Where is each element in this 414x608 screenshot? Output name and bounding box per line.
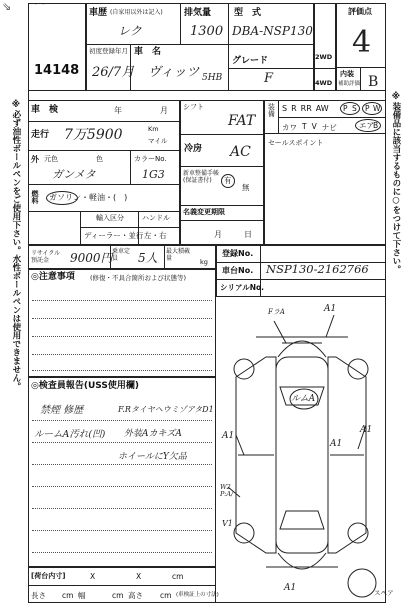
seats-label: 乗車定員 [112, 248, 131, 262]
drive-4wd: 4WD [315, 79, 333, 87]
report-title: ◎検査員報告(USS使用欄) [31, 381, 139, 391]
notes-box [28, 269, 216, 377]
equip-leather: カワ [282, 123, 297, 132]
serial-label: シリアルNo. [220, 283, 264, 292]
interior-value: B [368, 74, 379, 90]
dims-cm-1: cm [172, 572, 184, 581]
displacement-label: 排気量 [184, 8, 212, 18]
shift-label: シフト [183, 103, 204, 111]
displacement-value: 1300 [190, 24, 224, 39]
diagram-mark-front-right: A1 [324, 304, 337, 314]
load-unit: kg [200, 258, 208, 266]
score-label: 評価点 [348, 7, 372, 16]
fuel-options: ガソリン・軽油・( ) [49, 193, 128, 202]
inspection-month-label: 月 [160, 106, 168, 115]
report-line-2b: 外装AカキズA [124, 429, 182, 439]
diagram-mark-rear: A1 [284, 583, 297, 593]
first-registration-value: 26/7月 [92, 65, 135, 80]
color-value: ガンメタ [52, 168, 96, 181]
equip-r: R [291, 104, 297, 113]
interior-sub-label: 補助評価 [338, 81, 361, 87]
equip-aw: AW [315, 104, 329, 113]
equip-air: エア [359, 121, 374, 130]
diagram-mark-front: FラA [268, 308, 285, 316]
diagram-mark-right: A1 [360, 425, 373, 435]
diagram-mark-left-sill: V1 [222, 519, 233, 528]
right-margin-note: ※装備品に該当するものに○をつけて下さい。 [390, 92, 401, 274]
report-line-3: ホイールにY欠品 [118, 452, 187, 462]
chassis-value: NSP130-2162766 [266, 262, 369, 276]
car-name-label: 車 名 [134, 47, 162, 57]
seats-value: 5人 [138, 251, 158, 265]
color-code-value: 1G3 [142, 168, 165, 181]
equip-navi: ナビ [321, 123, 337, 132]
recycle-label: リサイクル預託金 [31, 250, 61, 264]
color-original-label: 元色 [44, 155, 58, 163]
report-line-2a: ルームA汚れ(凹) [34, 429, 106, 440]
lot-number: 14148 [34, 63, 80, 78]
chassis-label: 車台No. [222, 266, 254, 275]
exterior-label: 外 [31, 155, 39, 164]
name-change-month: 月 [214, 230, 222, 239]
handle-options: 左・右 [144, 231, 167, 240]
interior-label: 内装 [340, 70, 354, 78]
reg-no-label: 登録No. [222, 249, 254, 258]
mileage-mile-unit: マイル [148, 137, 168, 145]
report-line-1b: F.RタイヤヘウミゾアタD1 [118, 405, 214, 414]
inspection-year-label: 年 [114, 106, 122, 115]
load-label: 最大積載量 [166, 248, 191, 262]
model-code-value: DBA-NSP130 [232, 24, 313, 38]
equip-side-label: 装備 [267, 103, 276, 117]
dims-x-1: X [90, 572, 96, 581]
color-label: 色 [96, 155, 103, 163]
grade-label: グレード [232, 56, 269, 66]
selling-point-box [264, 134, 386, 245]
notes-title: ◎注意事項 [31, 272, 75, 282]
equip-b: B [373, 121, 379, 130]
warranty-label: 新車整備手帳(保証書付) [183, 170, 220, 185]
corner-mark-icon: ⌒ [35, 4, 45, 14]
name-change-day: 日 [244, 230, 252, 239]
equip-p: P [343, 104, 348, 113]
model-year-value: レク [118, 24, 142, 38]
model-year-note: (自家用以外は記入) [110, 9, 163, 16]
left-margin-note: ※必ず油性ボールペンをご使用下さい。水性ボールペンは使用できません。 [10, 100, 21, 391]
diagram-mark-right-door: A1 [330, 439, 343, 449]
score-value: 4 [352, 25, 372, 60]
dims-cm-2: cm [62, 591, 74, 600]
ac-value: AC [230, 144, 251, 160]
equip-tv-v: V [311, 122, 317, 131]
body-type-value: 5HB [202, 73, 223, 83]
dims-height-label: 高さ [128, 591, 143, 600]
dims-x-2: X [136, 572, 142, 581]
report-line-1a: 禁煙 修歴 [40, 405, 84, 416]
selling-point-label: セールスポイント [268, 139, 324, 147]
import-type-options: ディーラー・並行 [84, 231, 144, 240]
inspection-label: 車 検 [31, 105, 59, 115]
equip-rr: RR [300, 104, 312, 113]
ac-label: 冷房 [184, 144, 203, 154]
dims-cm-4: cm [160, 591, 172, 600]
warranty-yes: 有 [224, 176, 232, 185]
dims-title: [荷台内寸] [31, 572, 66, 580]
corner-mark-icon: ⇘ [2, 0, 12, 13]
notes-subtitle: (修復・不具合箇所および状態等) [90, 274, 187, 282]
dims-width-label: 幅 [78, 591, 86, 600]
diagram-mark-roof: ルムA [291, 394, 316, 404]
equip-tv-t: T [302, 122, 307, 131]
equip-s: S [352, 104, 357, 113]
fuel-label: 燃料 [31, 190, 39, 204]
handle-label: ハンドル [142, 214, 170, 222]
model-year-label: 車歴 [89, 8, 108, 18]
mileage-label: 走行 [31, 130, 50, 140]
dims-length-label: 長さ [31, 591, 46, 600]
dims-footer-note: (車検証上の寸法) [176, 592, 219, 598]
dims-cm-3: cm [112, 591, 124, 600]
drive-box [314, 3, 336, 91]
drive-2wd: 2WD [315, 53, 333, 61]
model-code-label: 型 式 [234, 8, 262, 18]
car-name-value: ヴィッツ [148, 65, 200, 80]
diagram-mark-left-rear: W2 P:A/ [220, 483, 234, 498]
equip-row-2 [282, 122, 337, 133]
recycle-value: 9000円 [70, 251, 113, 265]
equip-w: W [373, 104, 381, 113]
color-code-label: カラーNo. [134, 155, 167, 163]
equip-p2: P [365, 104, 370, 113]
equip-row-1 [282, 104, 329, 113]
car-damage-diagram [216, 297, 386, 603]
equip-sr: S [282, 104, 288, 113]
grade-value: F [264, 71, 274, 86]
diagram-mark-left: A1 [222, 431, 235, 441]
mileage-km-unit: Km [148, 125, 159, 133]
first-registration-label: 初度登録年月 [89, 47, 128, 55]
warranty-no: 無 [242, 183, 250, 192]
spare-label: スペア [374, 589, 394, 597]
shift-value: FAT [228, 113, 256, 129]
import-type-label: 輸入区分 [96, 214, 124, 222]
name-change-label: 名義変更期限 [183, 208, 225, 216]
mileage-value: 7万5900 [64, 127, 123, 143]
